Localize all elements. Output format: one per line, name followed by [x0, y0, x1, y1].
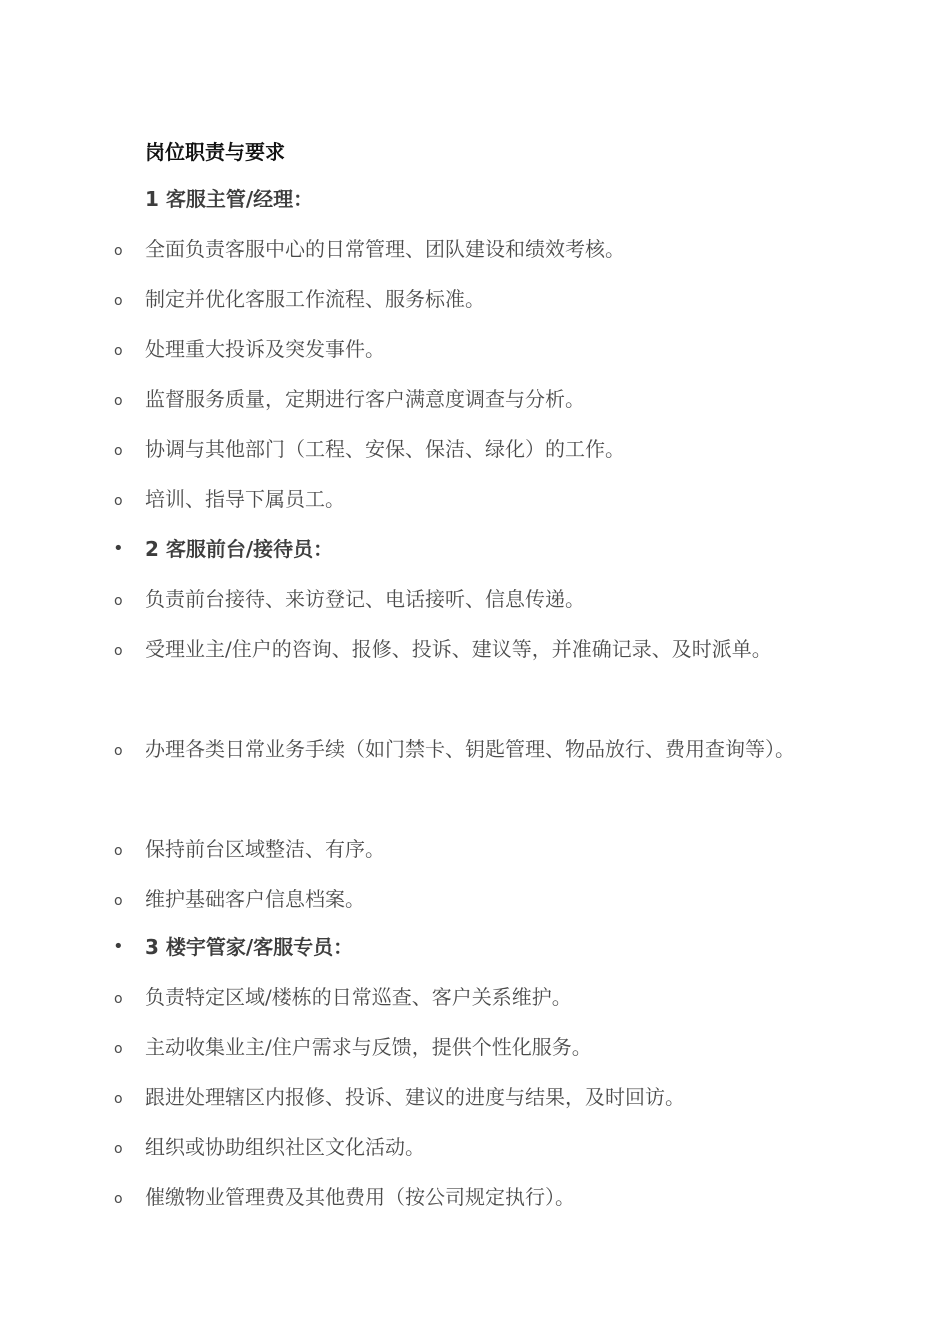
section-heading: 1 客服主管/经理：: [145, 187, 314, 211]
sub-bullet: o: [114, 1141, 123, 1157]
list-item: 组织或协助组织社区文化活动。: [145, 1135, 425, 1159]
sub-bullet: o: [114, 1191, 123, 1207]
list-item: 保持前台区域整洁、有序。: [145, 837, 385, 861]
sub-bullet: o: [114, 493, 123, 509]
list-item: 维护基础客户信息档案。: [145, 887, 365, 911]
sub-bullet: o: [114, 293, 123, 309]
sub-bullet: o: [114, 1091, 123, 1107]
list-item: 办理各类日常业务手续（如门禁卡、钥匙管理、物品放行、费用查询等）。: [145, 737, 795, 761]
sub-bullet: o: [114, 743, 123, 759]
sub-bullet: o: [114, 893, 123, 909]
list-item: 处理重大投诉及突发事件。: [145, 337, 385, 361]
list-item: 协调与其他部门（工程、安保、保洁、绿化）的工作。: [145, 437, 625, 461]
list-item: 负责前台接待、来访登记、电话接听、信息传递。: [145, 587, 585, 611]
list-item: 负责特定区域/楼栋的日常巡查、客户关系维护。: [145, 985, 572, 1009]
list-item: 跟进处理辖区内报修、投诉、建议的进度与结果，及时回访。: [145, 1085, 685, 1109]
sub-bullet: o: [114, 843, 123, 859]
sub-bullet: o: [114, 393, 123, 409]
list-item: 培训、指导下属员工。: [145, 487, 345, 511]
list-item: 受理业主/住户的咨询、报修、投诉、建议等，并准确记录、及时派单。: [145, 637, 772, 661]
main-bullet: •: [113, 936, 124, 957]
section-heading: 3 楼宇管家/客服专员：: [145, 935, 354, 959]
main-bullet: •: [113, 538, 124, 559]
sub-bullet: o: [114, 991, 123, 1007]
list-item: 主动收集业主/住户需求与反馈，提供个性化服务。: [145, 1035, 592, 1059]
sub-bullet: o: [114, 643, 123, 659]
list-item: 全面负责客服中心的日常管理、团队建设和绩效考核。: [145, 237, 625, 261]
document-title: 岗位职责与要求: [145, 140, 285, 164]
sub-bullet: o: [114, 243, 123, 259]
sub-bullet: o: [114, 443, 123, 459]
sub-bullet: o: [114, 593, 123, 609]
section-heading: 2 客服前台/接待员：: [145, 537, 334, 561]
list-item: 监督服务质量，定期进行客户满意度调查与分析。: [145, 387, 585, 411]
sub-bullet: o: [114, 1041, 123, 1057]
sub-bullet: o: [114, 343, 123, 359]
list-item: 制定并优化客服工作流程、服务标准。: [145, 287, 485, 311]
list-item: 催缴物业管理费及其他费用（按公司规定执行）。: [145, 1185, 575, 1209]
